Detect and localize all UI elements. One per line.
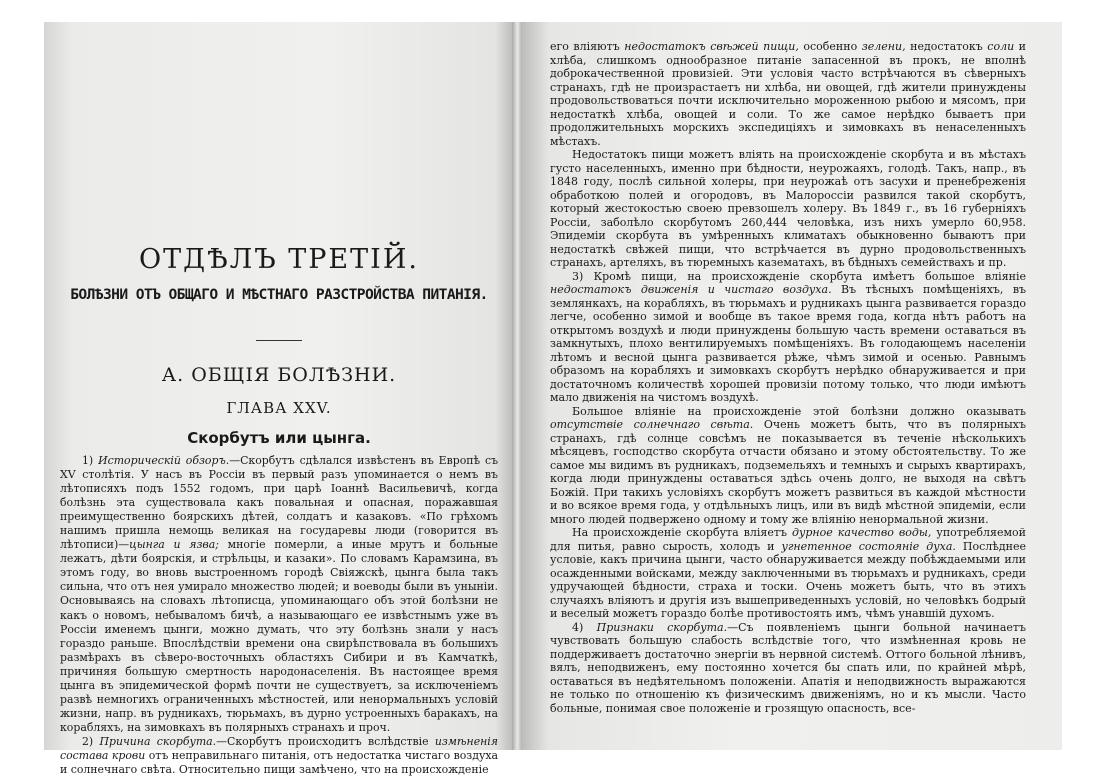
paragraph-sunlight	[550, 405, 1026, 527]
emphasis-text: Признаки скорбута.	[596, 620, 728, 634]
section-subtitle: БОЛѢЗНИ ОТЪ ОБЩАГО И МѢСТНАГО РАЗСТРОЙСТВА ПИТАНІЯ.	[70, 286, 488, 303]
paragraph-text: —Скорбутъ происходитъ вслѣдствіе	[216, 734, 435, 748]
emphasis-text: отсутствіе солнечнаго свѣта.	[550, 418, 754, 431]
paragraph-text: его вліяютъ	[550, 40, 625, 53]
emphasis-text: зелени,	[861, 40, 906, 53]
paragraph-text: и хлѣба, слишкомъ однообразное питаніе запасенной въ прокъ, не вполнѣ доброкачественной провизіей. Эти условія часто встрѣчаются въ сѣверныхъ странахъ, гдѣ не произрастаетъ ни хлѣба, ни овощей, гдѣ жители принуждены продовольствоваться почти исключительно мороженною рыбою и мясомъ, при недостаткѣ хлѣба, овощей и соли. То же самое нерѣдко бываетъ при продолжительныхъ морскихъ экспедиціяхъ и зимовкахъ въ ненаселенныхъ мѣстахъ.	[550, 40, 1027, 148]
part-title: А. ОБЩІЯ БОЛѢЗНИ.	[161, 364, 397, 386]
emphasis-text: Историческій обзоръ.	[98, 454, 230, 467]
paragraph-famine	[550, 148, 1026, 270]
paragraph-text: отъ неправильнаго питанія, отъ недостатка чистаго воздуха и солнечнаго свѣта. Относительно пищи замѣчено, что на происхожденіе	[60, 748, 498, 777]
article-title: Скорбутъ или цынга.	[187, 429, 371, 447]
paragraph-text: —Съ появленіемъ цынги больной начинаетъ чувствовать большую слабость вслѣдствіе того, что измѣненная кровь не поддерживаетъ достаточно энергіи въ нервной системѣ. Оттого больной лѣнивъ, вялъ, неподвиженъ, ему постоянно хочется бы спать или, по крайней мѣрѣ, оставаться въ недѣятельномъ положеніи. Апатія и неподвижность выражаются не только по отношенію къ физическимъ движеніямъ, но и къ мысли. Часто больные, понимая свое положеніе и грозящую опасность, все-	[550, 620, 1026, 715]
right-page	[522, 22, 1062, 750]
paragraph-text: недостатокъ	[905, 40, 988, 53]
emphasis-text: измѣненія состава крови	[60, 734, 499, 762]
emphasis-text: недостатокъ свѣжей пищи,	[624, 40, 799, 53]
left-body-text	[60, 454, 498, 777]
right-body-text	[550, 40, 1026, 715]
paragraph-number: 2)	[82, 734, 100, 748]
left-page	[44, 22, 514, 777]
paragraph-text: особенно	[798, 40, 862, 53]
paragraph-text: 3) Кромѣ пищи, на происхожденіе скорбута имѣетъ большое вліяніе	[572, 269, 1026, 283]
paragraph-text: многіе померли, а иные мрутъ и больные лежатъ, дѣти боярскія, и стрѣльцы, и казаки». По словамъ Карамзина, въ этомъ году, во вновь выстроенномъ городѣ Свіяжскѣ, цынга была такъ сильна, что отъ нея умирало множество людей; и воеводы были въ унынiи. Основываясь на словахъ лѣтописца, упоминающаго объ этой болѣзни не какъ о новомъ, небываломъ бичѣ, а называющаго ее извѣстнымъ уже въ Россіи именемъ цынги, можно думать, что эту болѣзнь знали у насъ гораздо раньше. Впослѣдствіи времени она свирѣпствовала въ большихъ размѣрахъ въ сѣверо-восточныхъ областяхъ Сибири и въ Камчаткѣ, причиняя большую смертность народонаселенія. Въ настоящее время цынга въ эпидемической формѣ почти не существуетъ, за исключеніемъ развѣ немногихъ ограниченныхъ мѣстностей, или ненормальныхъ условій жизни, напр. въ рудникахъ, тюрьмахъ, въ дурно устроенныхъ баракахъ, на корабляхъ, на зимовкахъ въ полярныхъ странахъ и проч.	[60, 538, 499, 734]
paragraph-text: Большое вліяніе на происхожденіе этой болѣзни должно оказывать	[572, 404, 1026, 418]
paragraph-food-deficiency	[550, 40, 1026, 148]
emphasis-text: цынга и язва;	[129, 538, 219, 552]
emphasis-text: угнетенное состояніе духа.	[781, 539, 956, 553]
section-divider	[256, 340, 302, 341]
paragraph-text: Недостатокъ пищи можетъ вліять на происхожденіе скорбута и въ мѣстахъ густо населенныхъ, именно при бѣдности, неурожаяхъ, голодѣ. Такъ, напр., въ 1848 году, послѣ сильной холеры, при неурожаѣ отъ засухи и пренебреженія обработкою полей и огородовъ, въ Малороссіи развился такой скорбутъ, который жестокостью своею превзошелъ холеру. Въ 1849 г., въ 16 губерніяхъ Россіи, заболѣло скорбутомъ 260,444 человѣка, изъ нихъ умерло 60,958. Эпидеміи скорбута въ умѣренныхъ климатахъ обыкновенно бываютъ при недостаткѣ свѣжей пищи, что встрѣчается въ дурно продовольственныхъ странахъ, артеляхъ, въ тюремныхъ казематахъ, въ бѣдныхъ семействахъ и пр.	[550, 148, 1026, 269]
paragraph-text: 4)	[572, 620, 597, 634]
paragraph-text: На происхожденіе скорбута вліяетъ	[572, 526, 792, 539]
section-title: ОТДѢЛЪ ТРЕТІЙ.	[139, 244, 419, 275]
paragraph-historical-review	[60, 454, 498, 735]
paragraph-text: —Скорбутъ сдѣлался извѣстенъ въ Европѣ съ XV столѣтія. У насъ въ Россіи въ первый разъ упоминается о немъ въ лѣтописяхъ подъ 1552 годомъ, при царѣ Іоаннѣ Васильевичѣ, когда болѣзнь эта существовала какъ повальная и опасная, поражавшая преимущественно боярскихъ дѣтей, солдатъ и казаковъ. «По грѣхомъ нашимъ пришла немощь великая на государевы люди (говорится въ лѣтописи)—	[60, 454, 499, 552]
paragraph-text: Въ тѣсныхъ помѣщеніяхъ, въ землянкахъ, на корабляхъ, въ тюрьмахъ и рудникахъ цынга развивается гораздо легче, особенно зимой и вообще въ такое время года, когда нѣтъ работъ на открытомъ воздухѣ и люди принуждены большую часть времени оставаться въ замкнутыхъ, плохо вентилируемыхъ помѣщеніяхъ. Въ голодающемъ населеніи лѣтомъ и весной цынга развивается рѣже, чѣмъ зимой и осенью. Равнымъ образомъ на корабляхъ и зимовкахъ скорбутъ нерѣдко обнаруживается и при достаточномъ количествѣ хорошей провизіи потому только, что люди имѣютъ мало движенія на чистомъ воздухѣ.	[550, 283, 1027, 404]
paragraph-water-spirit	[550, 526, 1026, 621]
paragraph-movement-air	[550, 270, 1026, 405]
emphasis-text: соли	[987, 40, 1015, 53]
paragraph-number: 1)	[82, 454, 99, 467]
paragraph-text: употребляемой для питья, равно сырость, холодъ и	[550, 526, 1026, 553]
paragraph-cause	[60, 735, 498, 777]
paragraph-text: Очень можетъ быть, что въ полярныхъ странахъ, гдѣ солнце совсѣмъ не показывается въ теченіе нѣсколькихъ мѣсяцевъ, господство скорбута отчасти обязано и этому обстоятельству. То же самое мы видимъ въ рудникахъ, подземельяхъ и темныхъ и сырыхъ квартирахъ, когда люди принуждены оставаться здѣсь очень долго, не выходя на свѣтъ Божій. При такихъ условіяхъ скорбутъ можетъ развиться въ каждой мѣстности и во всякое время года, у отдѣльныхъ лицъ, или въ видѣ мѣстной эпидеміи, если много людей подвержено одному и тому же вліянію ненормальной жизни.	[550, 418, 1026, 526]
chapter-title: ГЛАВА XXV.	[226, 399, 332, 417]
emphasis-text: дурное качество воды,	[791, 526, 932, 539]
emphasis-text: недостатокъ движенія и чистаго воздуха.	[550, 283, 832, 296]
paragraph-text: Послѣднее условіе, какъ причина цынги, часто обнаруживается между побѣждаемыми или осажденными войсками, между заключенными въ тюрьмахъ и рудникахъ, среди удручающей бѣдности, страха и тоски. Очень можетъ быть, что въ этихъ случаяхъ вліяютъ и другія изъ вышеприведенныхъ условій, но человѣкъ бодрый и веселый можетъ гораздо болѣе противостоять имъ, чѣмъ унавшій духомъ.	[550, 539, 1026, 620]
paragraph-symptoms	[550, 621, 1026, 716]
emphasis-text: Причина скорбута.	[99, 734, 217, 748]
